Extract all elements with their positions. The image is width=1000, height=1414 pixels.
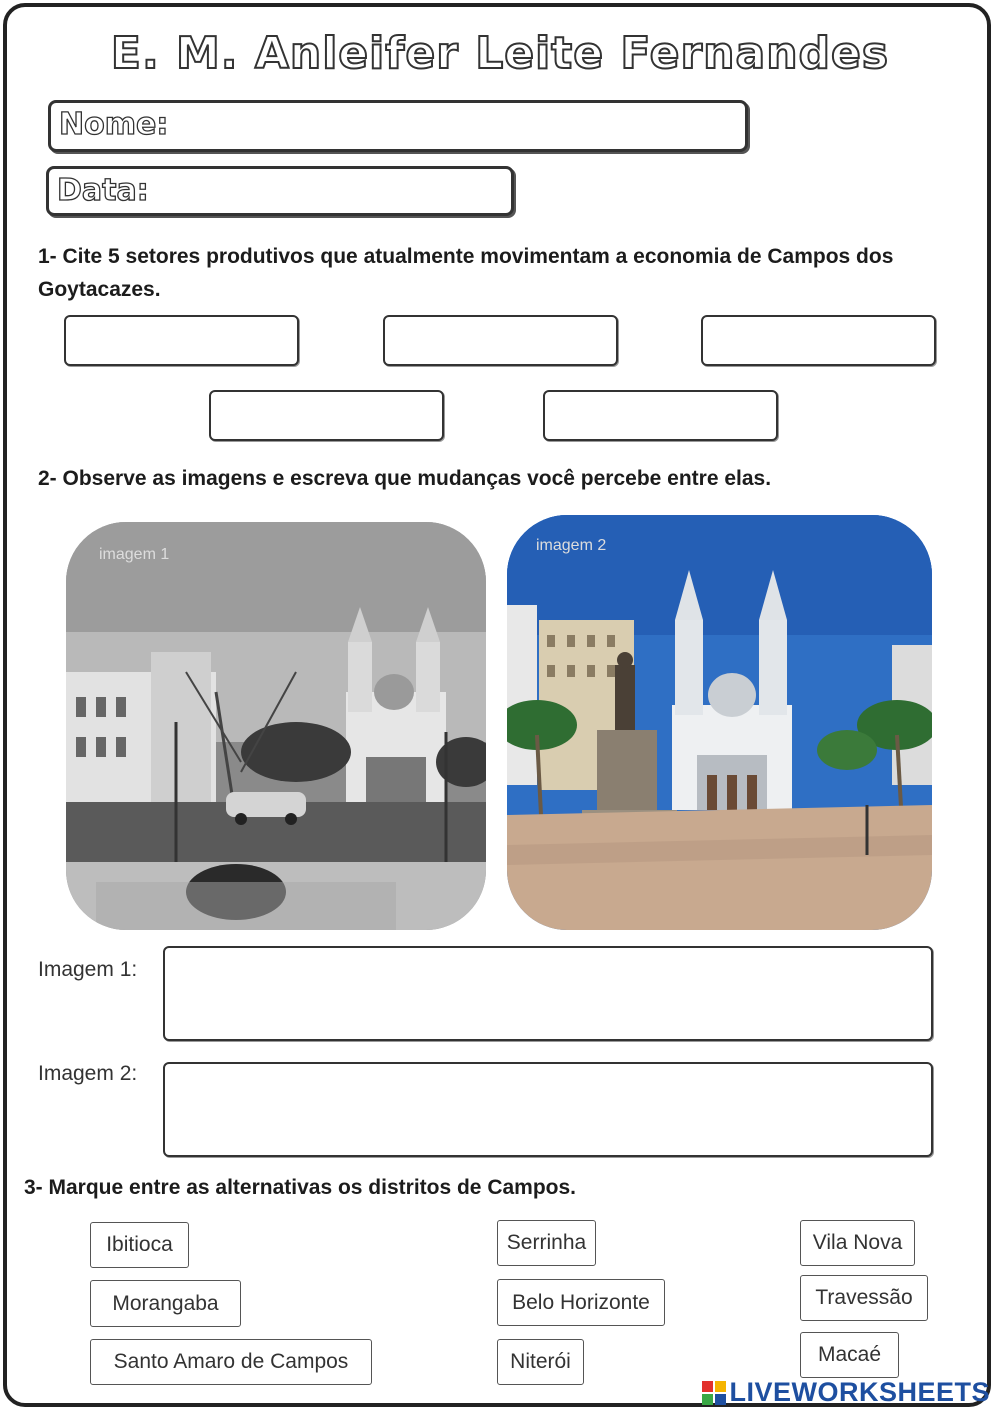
liveworksheets-logo	[702, 1377, 990, 1408]
sector-answer-3[interactable]	[701, 315, 936, 366]
historic-square-illustration	[66, 522, 486, 930]
district-option[interactable]: Serrinha	[497, 1220, 596, 1266]
district-option[interactable]: Macaé	[800, 1332, 899, 1378]
image-1-answer-field[interactable]	[163, 946, 933, 1041]
modern-square-illustration	[507, 515, 932, 930]
district-option[interactable]: Travessão	[800, 1275, 928, 1321]
image-2-caption: imagem 2	[536, 537, 607, 554]
image-2-answer-label: Imagem 2:	[38, 1062, 138, 1085]
historic-square-photo	[66, 522, 486, 930]
question-2-text: 2- Observe as imagens e escreva que mudanças você percebe entre elas.	[38, 467, 772, 490]
question-1-text: 1- Cite 5 setores produtivos que atualmente movimentam a economia de Campos dos Goytacazes.	[38, 245, 894, 301]
sector-answer-4[interactable]	[209, 390, 444, 441]
image-1-caption: imagem 1	[99, 546, 170, 563]
district-option[interactable]: Vila Nova	[800, 1220, 915, 1266]
liveworksheets-brand: LIVEWORKSHEETS	[729, 1377, 990, 1407]
question-3-text: 3- Marque entre as alternativas os distritos de Campos.	[24, 1176, 577, 1199]
district-option[interactable]: Niterói	[497, 1339, 584, 1385]
district-option[interactable]: Santo Amaro de Campos	[90, 1339, 372, 1385]
date-label: Data:	[57, 173, 149, 208]
date-field[interactable]	[46, 166, 514, 216]
district-option[interactable]: Ibitioca	[90, 1222, 189, 1268]
sector-answer-1[interactable]	[64, 315, 299, 366]
sector-answer-5[interactable]	[543, 390, 778, 441]
image-2-answer-field[interactable]	[163, 1062, 933, 1157]
liveworksheets-icon	[702, 1381, 726, 1405]
district-option[interactable]: Belo Horizonte	[497, 1279, 665, 1326]
image-1-answer-label: Imagem 1:	[38, 958, 138, 981]
district-option[interactable]: Morangaba	[90, 1280, 241, 1327]
modern-square-photo	[507, 515, 932, 930]
school-title: E. M. Anleifer Leite Fernandes	[110, 28, 890, 79]
sector-answer-2[interactable]	[383, 315, 618, 366]
name-label: Nome:	[59, 107, 169, 142]
name-field[interactable]	[48, 100, 748, 152]
